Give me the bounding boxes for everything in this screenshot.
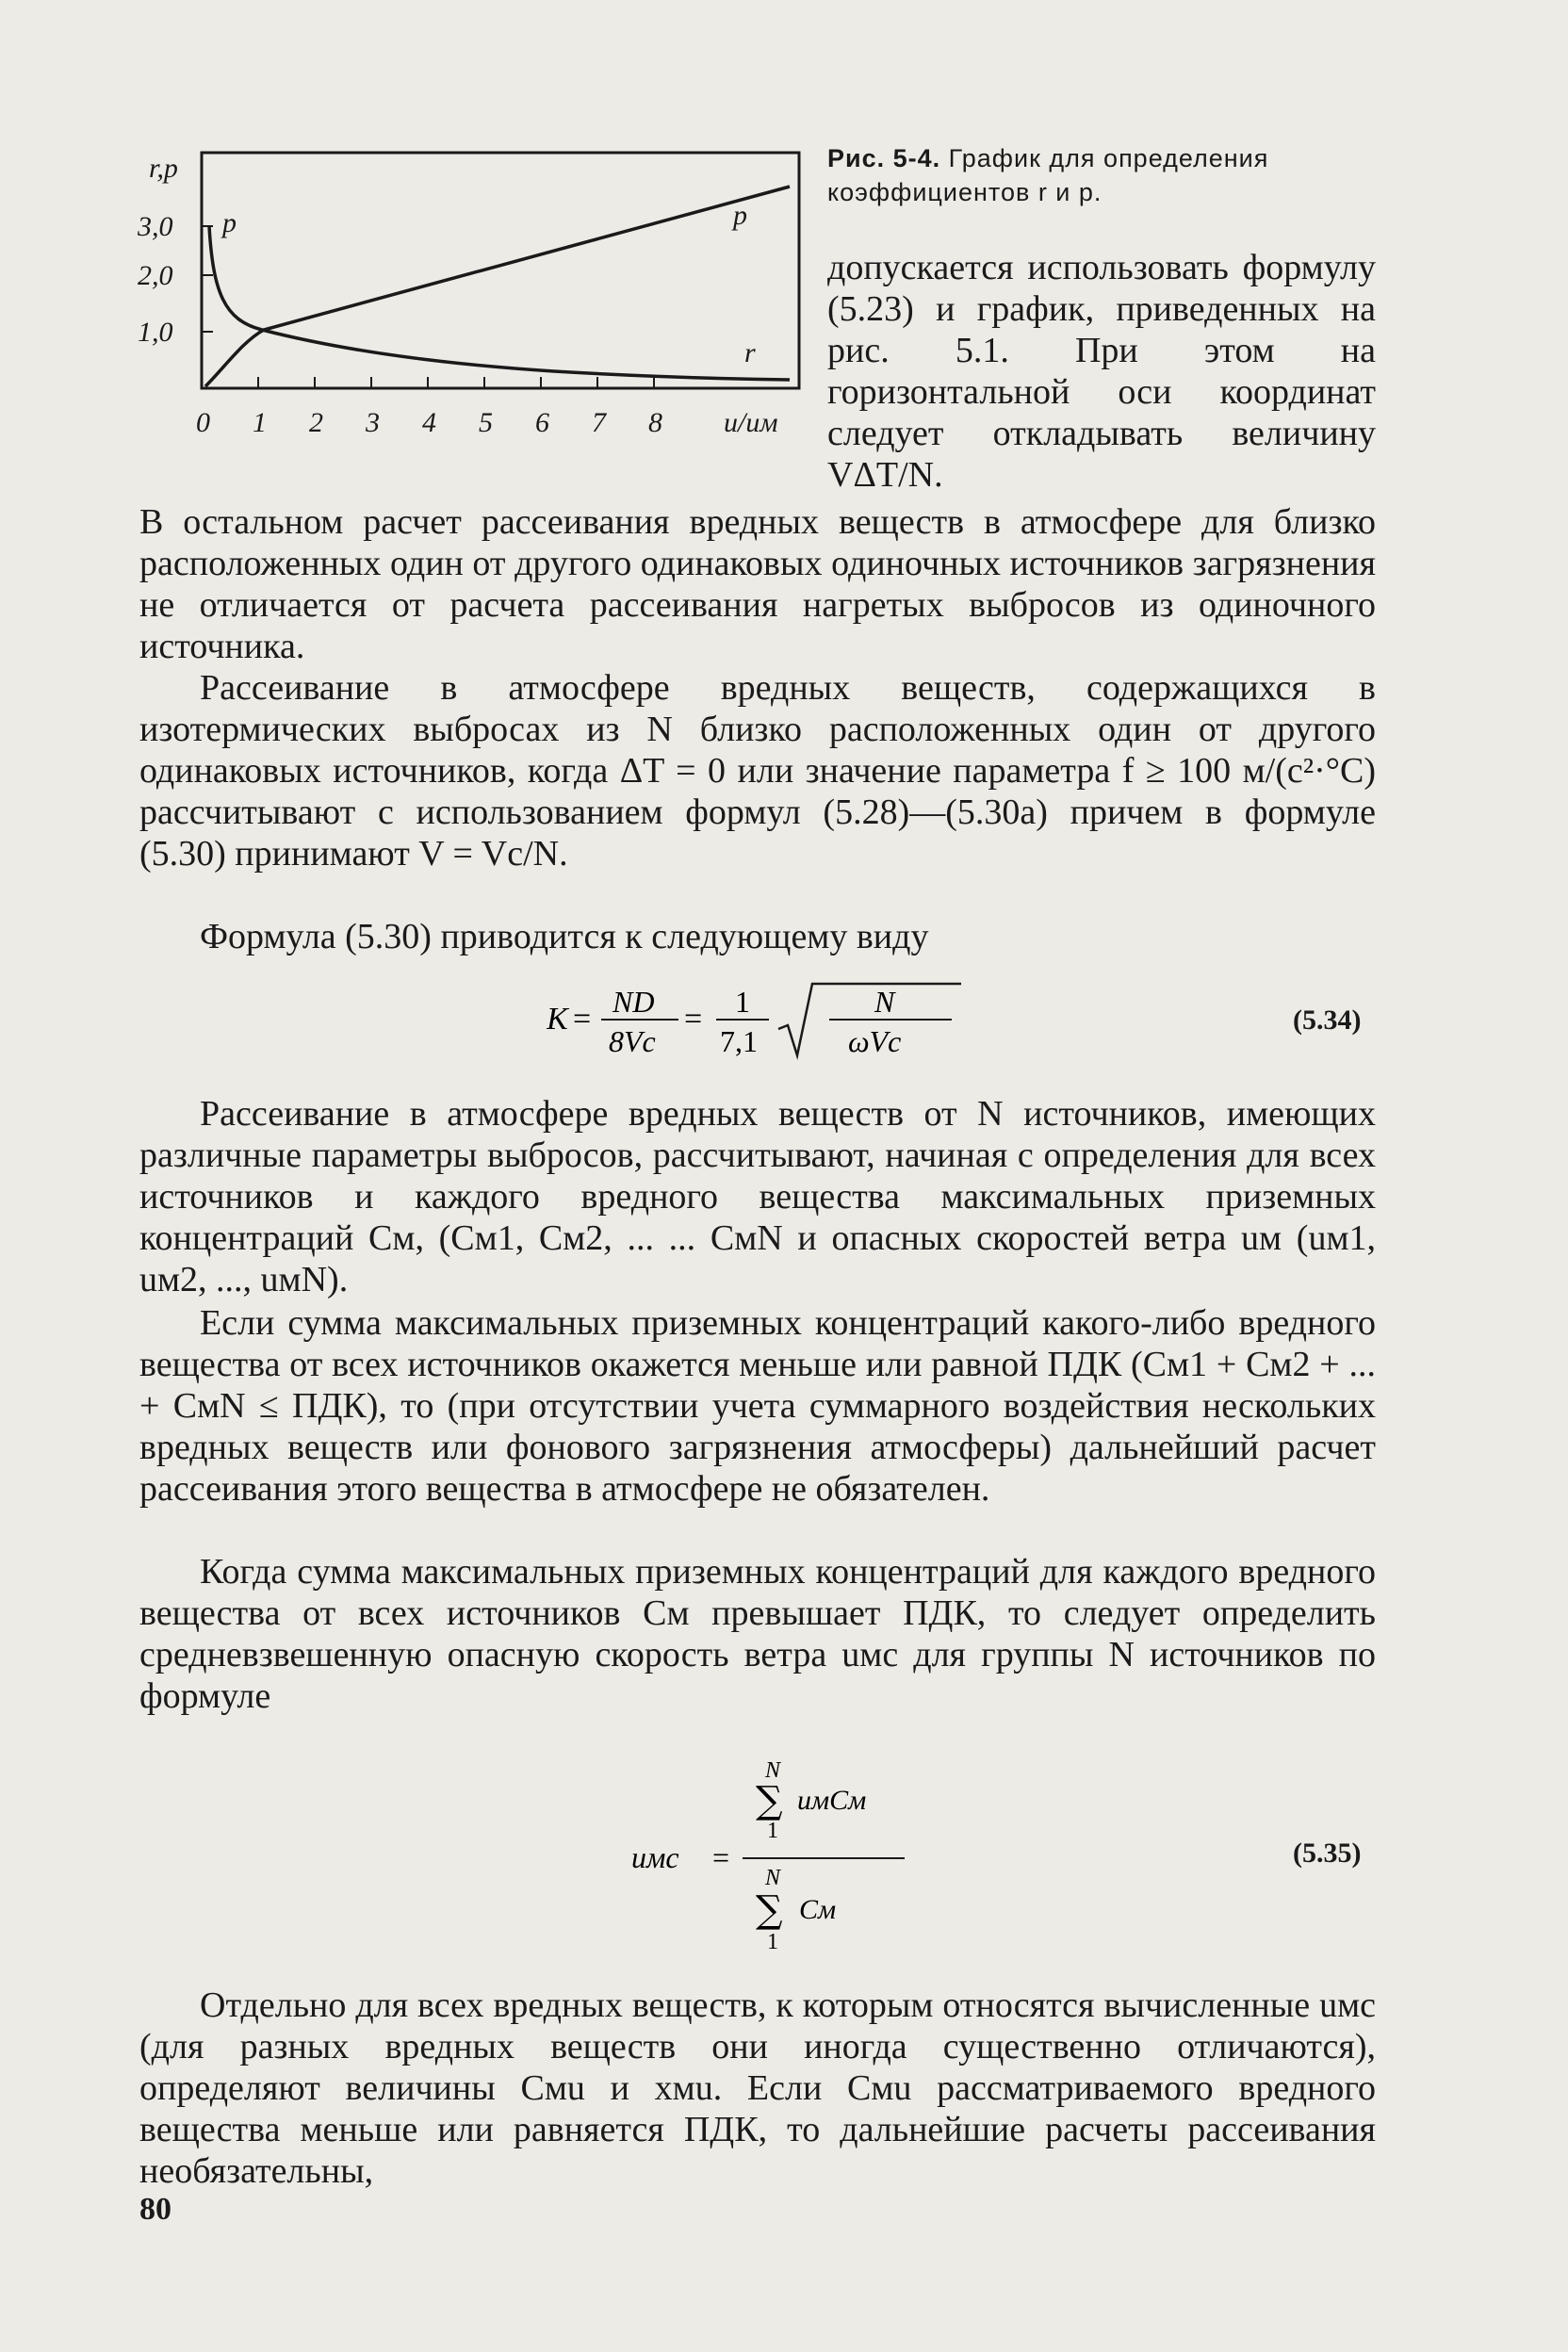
paragraph-5: Если сумма максимальных приземных концентраций какого-либо вредного вещества от всех источников окажется меньше или равной ПДК (Cм1 + Cм2 + ... + CмN ≤ ПДК), то (при отсутствии учета суммарного воздействия нескольких вредных веществ или фонового загрязнения атмосферы) дальнейший расчет рассеивания этого вещества в атмосфере не обязателен. bbox=[139, 1303, 1376, 1509]
formula-534-lhs: K bbox=[547, 1002, 568, 1037]
formula-534-num2: 1 bbox=[735, 985, 750, 1019]
x-axis-label: u/uм bbox=[724, 407, 778, 438]
x-tick-marks bbox=[258, 377, 654, 388]
svg-text:=: = bbox=[573, 1002, 592, 1037]
formula-535-num-top: N bbox=[765, 1758, 781, 1783]
x-tick-label: 4 bbox=[422, 407, 436, 438]
page-number: 80 bbox=[139, 2192, 172, 2227]
formula-535-num-sigma: ∑ bbox=[756, 1779, 783, 1822]
y-tick-label-2: 2,0 bbox=[138, 260, 173, 291]
paragraph-2: Рассеивание в атмосфере вредных веществ, содержащихся в изотермических выбросах из N близко расположенных один от другого одинаковых источников, когда ΔT = 0 или значение параметра f ≥ 100 м/(с²·°С) рассчитывают с использованием формул (5.28)—(5.30а) причем в формуле (5.30) принимают V = Vс/N. bbox=[139, 668, 1376, 874]
equation-number-534: (5.34) bbox=[1293, 1004, 1362, 1036]
curve-label-r-right: r bbox=[744, 337, 756, 368]
caption-label: Рис. 5-4. bbox=[827, 144, 941, 172]
curve-label-p-left: p bbox=[222, 207, 237, 238]
formula-534-rad-den: ωVс bbox=[848, 1024, 902, 1058]
paragraph-4: Рассеивание в атмосфере вредных веществ от N источников, имеющих различные параметры выбросов, рассчитывают, начиная с определения для всех источников и каждого вредного вещества максимальных приземных концентраций Cм, (Cм1, Cм2, ... ... CмN и опасных скоростей ветра uм (uм1, uм2, ..., uмN). bbox=[139, 1094, 1376, 1299]
curve-p-rising bbox=[205, 187, 790, 386]
formula-534-den2: 7,1 bbox=[720, 1024, 758, 1058]
formula-534-rad-num: N bbox=[874, 985, 895, 1019]
x-tick-label: 2 bbox=[309, 407, 323, 438]
x-tick-label: 3 bbox=[366, 407, 380, 438]
y-axis-label: r,p bbox=[149, 153, 178, 184]
curve-label-p-right: p bbox=[733, 200, 747, 231]
paragraph-3: Формула (5.30) приводится к следующему виду bbox=[200, 917, 929, 956]
formula-535-den-top: N bbox=[765, 1866, 781, 1890]
svg-text:=: = bbox=[712, 1840, 730, 1874]
paragraph-7: Отдельно для всех вредных веществ, к которым относятся вычисленные uмс (для разных вредных веществ они иногда существенно отличаются), определяют величины Cмu и xмu. Если Cмu рассматриваемого вредного вещества меньше или равняется ПДК, то дальнейшие расчеты рассеивания необязательны, bbox=[139, 1985, 1376, 2191]
x-tick-label: 7 bbox=[592, 407, 606, 438]
y-tick-label-3: 3,0 bbox=[138, 211, 173, 242]
side-paragraph: допускается использовать формулу (5.23) и график, приведенных на рис. 5.1. При этом на горизонтальной оси координат следует откладывать величину VΔT/N. bbox=[827, 248, 1376, 495]
formula-534-den1: 8Vс bbox=[609, 1024, 656, 1058]
chart-svg bbox=[111, 132, 818, 452]
x-tick-label: 5 bbox=[479, 407, 493, 438]
x-tick-label: 0 bbox=[196, 407, 210, 438]
x-tick-label: 8 bbox=[648, 407, 662, 438]
equation-number-535: (5.35) bbox=[1293, 1838, 1362, 1869]
formula-535-lhs: uмс bbox=[631, 1840, 679, 1874]
formula-5-35 bbox=[631, 1751, 914, 1968]
formula-535-den-sigma: ∑ bbox=[756, 1888, 783, 1932]
paragraph-1: В остальном расчет рассеивания вредных веществ в атмосфере для близко расположенных один от другого одинаковых одиночных источников загрязнения не отличается от расчета рассеивания нагретых выбросов из одиночного источника. bbox=[139, 502, 1376, 666]
figure-chart bbox=[111, 132, 818, 452]
formula-535-den-term: Cм bbox=[799, 1894, 837, 1925]
paragraph-6: Когда сумма максимальных приземных концентраций для каждого вредного вещества от всех источников Cм превышает ПДК, то следует определить средневзвешенную опасную скорость ветра uмс для группы N источников по формуле bbox=[139, 1552, 1376, 1716]
chart-frame bbox=[202, 153, 799, 388]
formula-535-num-bottom: 1 bbox=[767, 1819, 778, 1843]
y-tick-label-1: 1,0 bbox=[138, 317, 173, 348]
formula-535-num-term: uмCм bbox=[797, 1785, 867, 1816]
caption-text: График для определения коэффициентов r и p. bbox=[827, 144, 1269, 206]
x-tick-labels bbox=[196, 407, 662, 438]
x-tick-label: 6 bbox=[535, 407, 549, 438]
formula-534-num1: ND bbox=[612, 985, 655, 1019]
formula-535-den-bottom: 1 bbox=[767, 1930, 778, 1954]
formula-5-34 bbox=[547, 976, 1037, 1061]
svg-text:=: = bbox=[684, 1002, 703, 1037]
curve-r-decaying bbox=[209, 226, 790, 380]
figure-caption bbox=[827, 141, 1393, 209]
x-tick-label: 1 bbox=[253, 407, 267, 438]
